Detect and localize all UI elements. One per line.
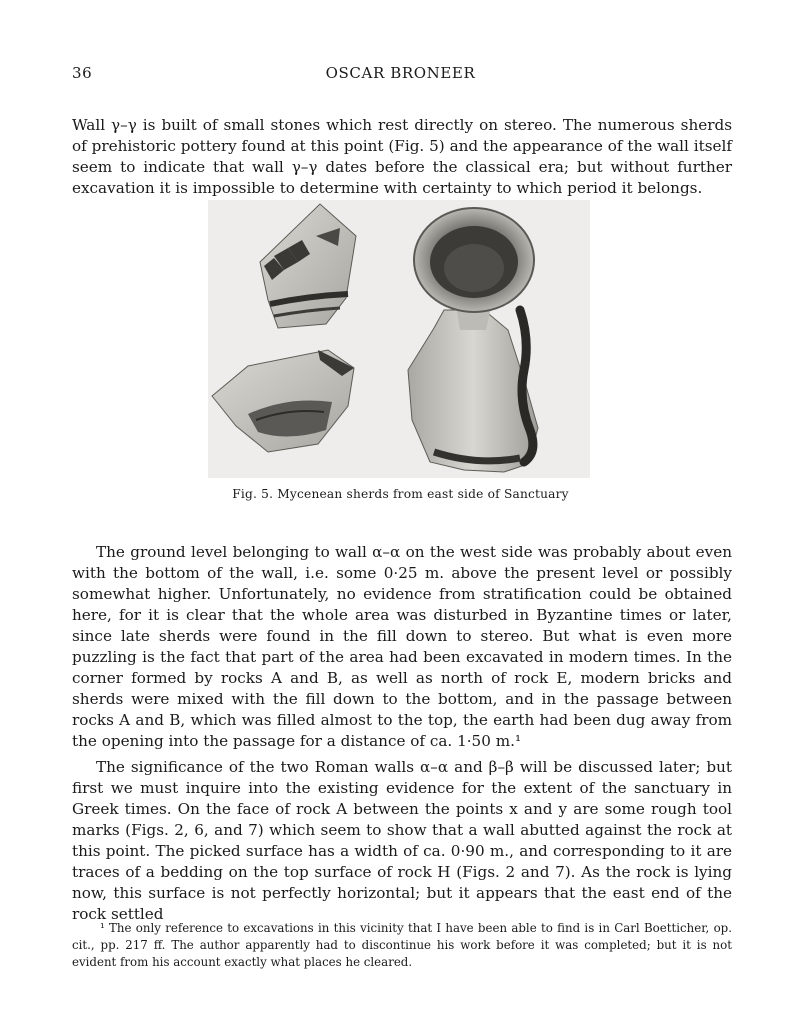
running-title: OSCAR BRONEER [325,64,476,82]
footnote: ¹ The only reference to excavations in this vicinity that I have been able to find is in Carl Boetticher, op. cit., pp. 217 ff. The author apparently had to discontinue his work before it was completed; but it is not evident from his account exactly what places he cleared. [72,920,732,969]
body-paragraph-2: The ground level belonging to wall α–α on the west side was probably about even with the bottom of the wall, i.e. some 0·25 m. above the present level or possibly somewhat higher. Unfortunately, no evidence from stratification could be obtained here, for it is clear that the whole area was disturbed in Byzantine times or later, since late sherds were found in the fill down to stereo. But what is even more puzzling is the fact that part of the area had been excavated in modern times. In the corner formed by rocks A and B, as well as north of rock E, modern bricks and sherds were mixed with the fill down to the bottom, and in the passage between rocks A and B, which was filled almost to the top, the earth had been dug away from the opening into the passage for a distance of ca. 1·50 m.¹ [72,543,732,751]
figure-caption: Fig. 5. Mycenean sherds from east side of Sanctuary [232,487,569,501]
page-number: 36 [72,64,93,82]
body-paragraph-3: The significance of the two Roman walls α–α and β–β will be discussed later; but first we must inquire into the existing evidence for the extent of the sanctuary in Greek times. On the face of rock A between the points x and y are some rough tool marks (Figs. 2, 6, and 7) which seem to show that a wall abutted against the rock at this point. The picked surface has a width of ca. 0·90 m., and corresponding to it are traces of a bedding on the top surface of rock H (Figs. 2 and 7). As the rock is lying now, this surface is not perfectly horizontal; but it appears that the east end of the rock settled [72,758,732,924]
body-paragraph-1: Wall γ–γ is built of small stones which rest directly on stereo. The numerous sherds of prehistoric pottery found at this point (Fig. 5) and the appearance of the wall itself seem to indicate that wall γ–γ dates before the classical era; but without further excavation it is impossible to determine with certainty to which period it belongs. [72,116,732,198]
running-head [72,64,729,86]
mycenean-sherds-image [208,200,590,478]
figure-5-photograph [208,200,590,478]
